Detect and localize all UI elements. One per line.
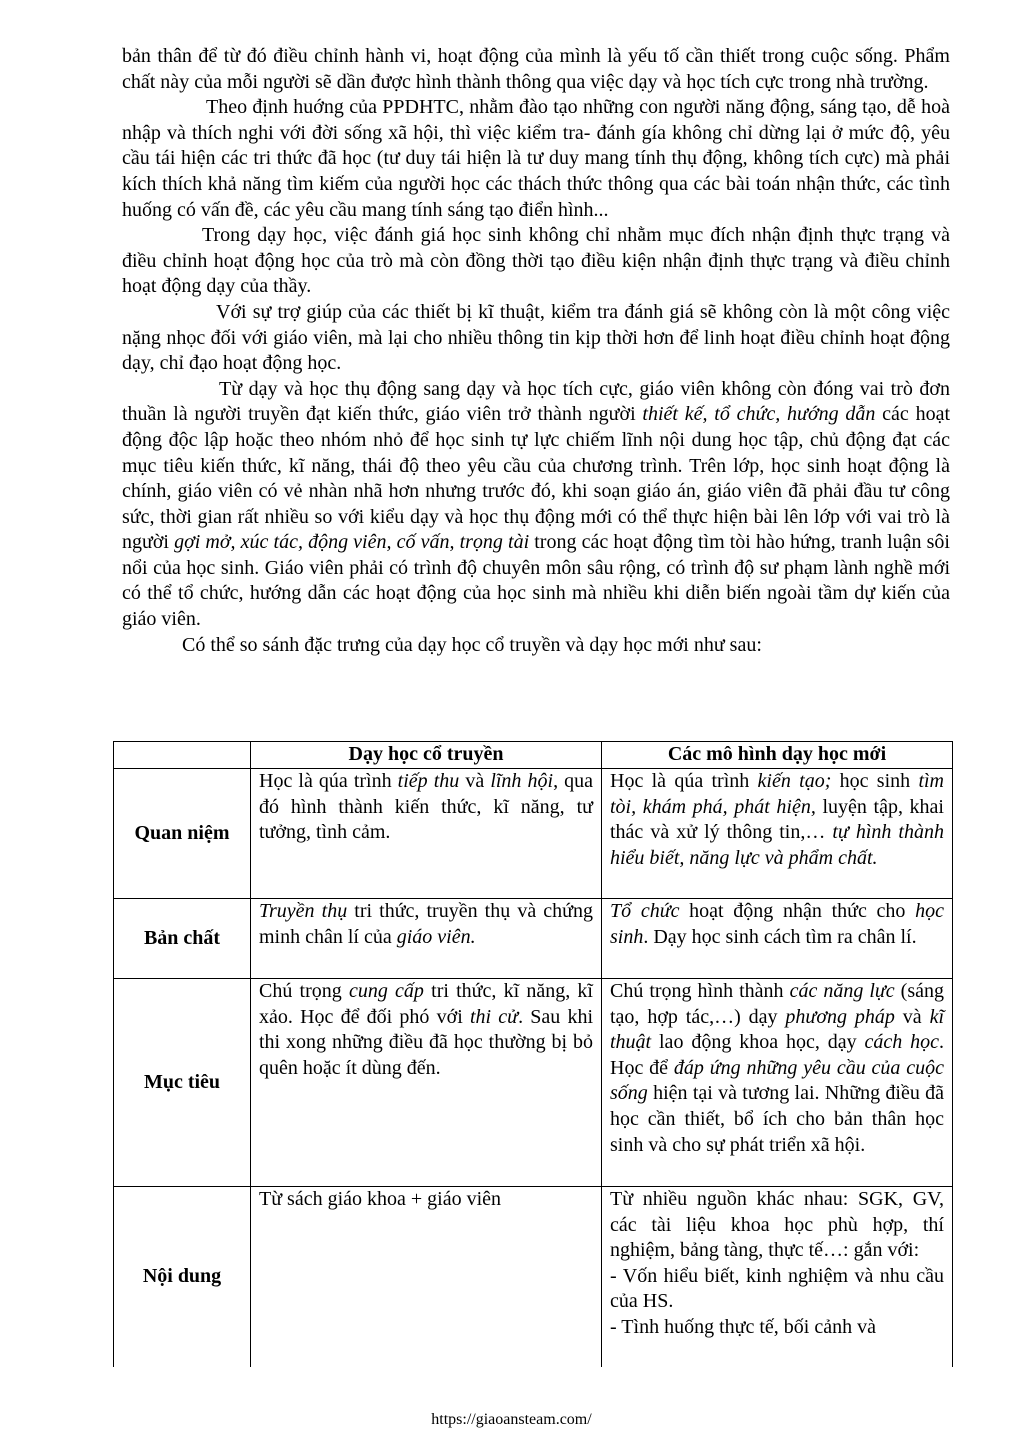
- table-row: [114, 979, 953, 1187]
- italic-text-segment: gợi mở, xúc tác, động viên, cố vấn, trọng tài: [174, 531, 530, 554]
- text-segment: Từ dạy và học thụ động sang dạy và học tích cực, giáo viên không còn đóng vai trò đơn thuần là người truyền đạt kiến thức, giáo viên trở thành người: [122, 377, 950, 426]
- text-segment: Trong dạy học, việc đánh giá học sinh không chỉ nhằm mục đích nhận định thực trạng và điều chỉnh hoạt động học của trò mà còn đồng thời tạo điều kiện nhận định thực trạng và điều chỉnh hoạt động dạy của thầy.: [122, 224, 950, 298]
- italic-text-segment: thi cử: [469, 1005, 519, 1028]
- table-header-row: [114, 742, 953, 769]
- cell-new-models: [602, 1187, 953, 1367]
- italic-text-segment: thiết kế, tổ chức, hướng dẫn: [642, 403, 876, 426]
- text-segment: và: [894, 1005, 930, 1028]
- italic-text-segment: cung cấp: [348, 980, 424, 1002]
- italic-text-segment: lĩnh hội: [490, 770, 554, 792]
- table-header-empty: [114, 742, 251, 769]
- table-row: [114, 1187, 953, 1367]
- text-segment: bản thân để từ đó điều chỉnh hành vi, hoạt động của mình là yếu tố cần thiết trong cuộc sống. Phẩm chất này của mỗi người sẽ dần được hình thành thông qua việc dạy và học tích cực trong nhà trường.: [122, 45, 950, 93]
- italic-text-segment: tìm tòi, khám phá, phát hiện,: [610, 770, 944, 818]
- text-segment: . Sau khi thi xong những điều đã học thường bị bỏ quên hoặc ít dùng đến.: [259, 1005, 594, 1079]
- italic-text-segment: giáo viên.: [396, 925, 476, 948]
- comparison-table: [113, 741, 953, 1367]
- table-row: [114, 769, 953, 899]
- cell-new-models: [602, 769, 953, 899]
- row-header: Quan niệm: [114, 769, 251, 899]
- table-row: [114, 899, 953, 979]
- footer-url[interactable]: https://giaoansteam.com/: [431, 1411, 592, 1428]
- text-segment: Theo định huớng của PPDHTC, nhằm đào tạo những con người năng động, sáng tạo, dễ hoà nhập và thích nghi với đời sống xã hội, thì việc kiểm tra- đánh gía không chỉ dừng lại ở mức độ, yêu cầu tái hiện các tri thức đã học (tư duy tái hiện là tư duy mang tính thụ động, không tích cực) mà phải kích thích khả năng tìm kiếm của người học các thách thức thông qua các bài toán nhận thức, các tình huống có vấn đề, các yêu cầu mang tính sáng tạo điển hình...: [122, 96, 950, 221]
- text-segment: Từ nhiều nguồn khác nhau: SGK, GV, các tài liệu khoa học phù hợp, thí nghiệm, bảng tàng, thực tế…: gắn với:: [610, 1188, 944, 1262]
- italic-text-segment: Truyền thụ: [259, 900, 348, 922]
- italic-text-segment: tự hình thành hiểu biết, năng lực và phẩm chất.: [610, 821, 944, 869]
- italic-text-segment: kiến tạo;: [757, 770, 832, 792]
- cell-traditional: [251, 979, 602, 1187]
- text-segment: , qua đó hình thành kiến thức, kĩ năng, tư tưởng, tình cảm.: [259, 770, 594, 844]
- italic-text-segment: các năng lực: [789, 980, 895, 1002]
- text-segment: và: [459, 770, 491, 792]
- cell-traditional: [251, 769, 602, 899]
- paragraph: [122, 633, 950, 659]
- document-body: [122, 44, 950, 658]
- text-segment: Chú trọng hình thành: [610, 980, 790, 1002]
- paragraph: [122, 377, 950, 633]
- row-header: Bản chất: [114, 899, 251, 979]
- cell-new-models: [602, 899, 953, 979]
- text-segment: hiện tại và tương lai. Những điều đã học cần thiết, bổ ích cho bản thân học sinh và cho sự phát triển xã hội.: [610, 1082, 944, 1156]
- table-header-traditional: Dạy học cổ truyền: [251, 742, 602, 769]
- text-segment: lao động khoa học, dạy: [651, 1031, 865, 1054]
- text-segment: trong các hoạt động tìm tòi hào hứng, tranh luận sôi nổi của học sinh. Giáo viên phải có trình độ chuyên môn sâu rộng, có trình độ sư phạm lành nghề mới có thể tổ chức, hướng dẫn các hoạt động của học sinh mà nhiều khi diễn biến ngoài tầm dự kiến của giáo viên.: [122, 531, 950, 631]
- text-segment: - Vốn hiểu biết, kinh nghiệm và nhu cầu của HS.: [610, 1264, 944, 1313]
- italic-text-segment: tiếp thu: [397, 770, 460, 792]
- text-segment: Học là qúa trình: [259, 770, 398, 792]
- text-segment: học sinh: [831, 770, 919, 792]
- text-segment: Học là qúa trình: [610, 770, 758, 792]
- text-segment: tri thức, kĩ năng, kĩ xảo. Học để đối phó với: [259, 980, 593, 1028]
- cell-traditional: [251, 899, 602, 979]
- paragraph: [122, 95, 950, 223]
- paragraph: [122, 300, 950, 377]
- paragraph: [122, 223, 950, 300]
- italic-text-segment: kĩ thuật: [610, 1005, 944, 1054]
- text-segment: luyện tập, khai thác và xử lý thông tin,…: [610, 795, 944, 844]
- cell-new-models: [602, 979, 953, 1187]
- row-header: Nội dung: [114, 1187, 251, 1367]
- text-segment: Từ sách giáo khoa + giáo viên: [259, 1188, 502, 1210]
- italic-text-segment: học sinh: [610, 900, 944, 948]
- text-segment: (sáng tạo, hợp tác,…) dạy: [610, 980, 944, 1028]
- text-segment: Với sự trợ giúp của các thiết bị kĩ thuật, kiểm tra đánh giá sẽ không còn là một công việc nặng nhọc đối với giáo viên, mà lại cho nhiều thông tin kịp thời hơn để linh hoạt điều chỉnh hoạt động dạy, chỉ đạo hoạt động học.: [122, 300, 950, 375]
- row-header: Mục tiêu: [114, 979, 251, 1187]
- text-segment: tri thức, truyền thụ và chứng minh chân lí của: [259, 900, 593, 948]
- italic-text-segment: đáp ứng những yêu cầu của cuộc sống: [610, 1056, 945, 1105]
- text-segment: Chú trọng: [259, 980, 349, 1002]
- text-segment: các hoạt động độc lập hoặc theo nhóm nhỏ để học sinh tự lực chiếm lĩnh nội dung học tập, chủ động đạt các mục tiêu kiến thức, kĩ năng, thái độ theo yêu cầu của chương trình. Trên lớp, học sinh hoạt động là chính, giáo viên có vẻ nhàn nhã hơn nhưng trước đó, khi soạn giáo án, giáo viên đã phải đầu tư công sức, thời gian rất nhiều so với kiểu dạy và học thụ động mới có thể thực hiện bài lên lớp với vai trò là người: [122, 403, 950, 554]
- text-segment: . Dạy học sinh cách tìm ra chân lí.: [643, 925, 917, 948]
- table-header-new-models: Các mô hình dạy học mới: [602, 742, 953, 769]
- text-segment: Có thể so sánh đặc trưng của dạy học cổ truyền và dạy học mới như sau:: [182, 633, 762, 656]
- text-segment: hoạt động nhận thức cho: [679, 900, 916, 922]
- italic-text-segment: Tổ chức: [610, 900, 680, 922]
- cell-traditional: [251, 1187, 602, 1367]
- italic-text-segment: phương pháp: [785, 1005, 895, 1028]
- text-segment: . Học để: [610, 1031, 944, 1079]
- italic-text-segment: cách học: [864, 1031, 939, 1054]
- paragraph: [122, 44, 950, 95]
- text-segment: - Tình huống thực tế, bối cảnh và: [610, 1315, 876, 1338]
